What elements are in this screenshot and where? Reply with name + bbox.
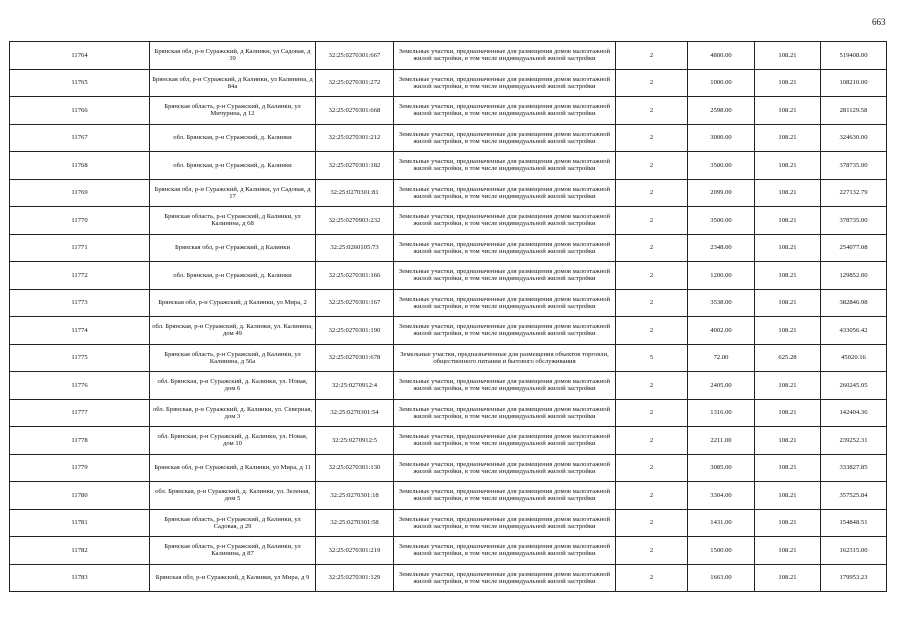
area-cell: 4002.00 (688, 317, 755, 345)
rate-cell: 108.21 (755, 179, 821, 207)
cadastral-value-cell: 154848.51 (821, 509, 887, 537)
area-cell: 1000.00 (688, 69, 755, 97)
rate-cell: 108.21 (755, 124, 821, 152)
area-cell: 72.00 (688, 344, 755, 372)
cadastral-value-cell: 378735.00 (821, 152, 887, 180)
row-number: 11775 (10, 344, 150, 372)
cadastral-value-cell: 382846.98 (821, 289, 887, 317)
table-row (10, 234, 887, 262)
address-cell: обл. Брянская, р-н Суражский, д. Калинки, ул. Новая, дом 6 (150, 372, 316, 400)
area-cell: 3000.00 (688, 124, 755, 152)
row-number: 11772 (10, 262, 150, 290)
table-row (10, 124, 887, 152)
cadastral-number-cell: 32:25:0270912:5 (316, 427, 394, 455)
group-cell: 2 (616, 317, 688, 345)
cadastral-number-cell: 32:25:0270301:668 (316, 97, 394, 125)
address-cell: обл. Брянская, р-н Суражский, д. Калинки, ул. Калинина, дом 49 (150, 317, 316, 345)
rate-cell: 108.21 (755, 454, 821, 482)
group-cell: 2 (616, 509, 688, 537)
rate-cell: 108.21 (755, 317, 821, 345)
rate-cell: 108.21 (755, 42, 821, 70)
row-number: 11765 (10, 69, 150, 97)
cadastral-number-cell: 32:25:0270301:678 (316, 344, 394, 372)
cadastral-value-cell: 142404.36 (821, 399, 887, 427)
land-use-cell: Земельные участки, предназначенные для размещения домов малоэтажной жилой застройки, в том числе индивидуальной жилой застройки (394, 152, 616, 180)
group-cell: 2 (616, 152, 688, 180)
cadastral-number-cell: 32:25:0270903:232 (316, 207, 394, 235)
address-cell: обл. Брянская, р-н Суражский, д. Калинки (150, 124, 316, 152)
address-cell: Брянская область, р-н Суражский, д Калинки, ул Садовая, д 29 (150, 509, 316, 537)
row-number: 11774 (10, 317, 150, 345)
cadastral-number-cell: 32:25:0270301:190 (316, 317, 394, 345)
address-cell: Брянская обл, р-н Суражский, д Калинки, ул Калинина, д 84а (150, 69, 316, 97)
address-cell: Брянская обл, р-н Суражский, д Калинки, ул Мира, д 11 (150, 454, 316, 482)
land-use-cell: Земельные участки, предназначенные для размещения домов малоэтажной жилой застройки, в том числе индивидуальной жилой застройки (394, 124, 616, 152)
cadastral-number-cell: 32:25:0260105:73 (316, 234, 394, 262)
group-cell: 2 (616, 234, 688, 262)
area-cell: 2099.00 (688, 179, 755, 207)
cadastral-value-cell: 433056.42 (821, 317, 887, 345)
address-cell: обл. Брянская, р-н Суражский, д. Калинки (150, 262, 316, 290)
cadastral-number-cell: 32:25:0270301:272 (316, 69, 394, 97)
rate-cell: 108.21 (755, 289, 821, 317)
cadastral-value-cell: 162315.00 (821, 537, 887, 565)
cadastral-number-cell: 32:25:0270301:81 (316, 179, 394, 207)
table-row (10, 97, 887, 125)
cadastral-value-cell: 333827.85 (821, 454, 887, 482)
row-number: 11782 (10, 537, 150, 565)
cadastral-value-cell: 179953.23 (821, 564, 887, 592)
land-use-cell: Земельные участки, предназначенные для размещения домов малоэтажной жилой застройки, в том числе индивидуальной жилой застройки (394, 179, 616, 207)
rate-cell: 108.21 (755, 207, 821, 235)
address-cell: обл. Брянская, р-н Суражский, д. Калинки, ул. Зеленая, дом 5 (150, 482, 316, 510)
land-use-cell: Земельные участки, предназначенные для размещения домов малоэтажной жилой застройки, в том числе индивидуальной жилой застройки (394, 262, 616, 290)
group-cell: 2 (616, 207, 688, 235)
rate-cell: 108.21 (755, 537, 821, 565)
row-number: 11769 (10, 179, 150, 207)
group-cell: 2 (616, 69, 688, 97)
address-cell: Брянская область, р-н Суражский, д Калинки, ул Мичурина, д 12 (150, 97, 316, 125)
rate-cell: 108.21 (755, 262, 821, 290)
land-use-cell: Земельные участки, предназначенные для размещения домов малоэтажной жилой застройки, в том числе индивидуальной жилой застройки (394, 42, 616, 70)
cadastral-value-cell: 281129.58 (821, 97, 887, 125)
rate-cell: 108.21 (755, 509, 821, 537)
area-cell: 2598.00 (688, 97, 755, 125)
group-cell: 2 (616, 454, 688, 482)
group-cell: 2 (616, 97, 688, 125)
table-row (10, 317, 887, 345)
rate-cell: 625.28 (755, 344, 821, 372)
cadastral-value-cell: 260245.05 (821, 372, 887, 400)
rate-cell: 108.21 (755, 564, 821, 592)
land-use-cell: Земельные участки, предназначенные для размещения домов малоэтажной жилой застройки, в том числе индивидуальной жилой застройки (394, 399, 616, 427)
land-use-cell: Земельные участки, предназначенные для размещения домов малоэтажной жилой застройки, в том числе индивидуальной жилой застройки (394, 427, 616, 455)
address-cell: Брянская область, р-н Суражский, д Калинки, ул Калинина, д 56а (150, 344, 316, 372)
row-number: 11773 (10, 289, 150, 317)
address-cell: Брянская обл, р-н Суражский, д Калинки, ул Мира, 2 (150, 289, 316, 317)
address-cell: Брянская обл, р-н Суражский, д Калинки, ул Мира, д 9 (150, 564, 316, 592)
rate-cell: 108.21 (755, 372, 821, 400)
table-row (10, 454, 887, 482)
address-cell: обл. Брянская, р-н Суражский, д. Калинки, ул. Северная, дом 3 (150, 399, 316, 427)
rate-cell: 108.21 (755, 69, 821, 97)
row-number: 11780 (10, 482, 150, 510)
table-row (10, 262, 887, 290)
address-cell: Брянская обл, р-н Суражский, д Калинки, ул Садовая, д 39 (150, 42, 316, 70)
area-cell: 1316.00 (688, 399, 755, 427)
row-number: 11764 (10, 42, 150, 70)
area-cell: 2211.00 (688, 427, 755, 455)
area-cell: 1500.00 (688, 537, 755, 565)
land-use-cell: Земельные участки, предназначенные для размещения домов малоэтажной жилой застройки, в том числе индивидуальной жилой застройки (394, 289, 616, 317)
area-cell: 1663.00 (688, 564, 755, 592)
land-use-cell: Земельные участки, предназначенные для размещения объектов торговли, общественного питания и бытового обслуживания (394, 344, 616, 372)
address-cell: Брянская обл, р-н Суражский, д Калинки, ул Садовая, д 17 (150, 179, 316, 207)
cadastral-number-cell: 32:25:0270301:182 (316, 152, 394, 180)
table-row (10, 399, 887, 427)
address-cell: обл. Брянская, р-н Суражский, д. Калинки, ул. Новая, дом 10 (150, 427, 316, 455)
group-cell: 2 (616, 399, 688, 427)
group-cell: 2 (616, 537, 688, 565)
area-cell: 3500.00 (688, 152, 755, 180)
table-row (10, 152, 887, 180)
group-cell: 2 (616, 262, 688, 290)
cadastral-number-cell: 32:25:0270301:219 (316, 537, 394, 565)
table-row (10, 509, 887, 537)
row-number: 11771 (10, 234, 150, 262)
row-number: 11777 (10, 399, 150, 427)
row-number: 11768 (10, 152, 150, 180)
cadastral-number-cell: 32:25:0270912:4 (316, 372, 394, 400)
cadastral-number-cell: 32:25:0270301:212 (316, 124, 394, 152)
cadastral-value-cell: 45020.16 (821, 344, 887, 372)
group-cell: 2 (616, 564, 688, 592)
group-cell: 2 (616, 124, 688, 152)
address-cell: обл. Брянская, р-н Суражский, д. Калинки (150, 152, 316, 180)
row-number: 11781 (10, 509, 150, 537)
cadastral-value-cell: 357525.84 (821, 482, 887, 510)
land-use-cell: Земельные участки, предназначенные для размещения домов малоэтажной жилой застройки, в том числе индивидуальной жилой застройки (394, 69, 616, 97)
cadastral-value-table (9, 41, 887, 592)
land-use-cell: Земельные участки, предназначенные для размещения домов малоэтажной жилой застройки, в том числе индивидуальной жилой застройки (394, 564, 616, 592)
table-row (10, 69, 887, 97)
table-row (10, 427, 887, 455)
group-cell: 2 (616, 42, 688, 70)
group-cell: 2 (616, 372, 688, 400)
table-row (10, 482, 887, 510)
table-row (10, 42, 887, 70)
land-use-cell: Земельные участки, предназначенные для размещения домов малоэтажной жилой застройки, в том числе индивидуальной жилой застройки (394, 509, 616, 537)
table-row (10, 537, 887, 565)
cadastral-number-cell: 32:25:0270301:130 (316, 454, 394, 482)
land-use-cell: Земельные участки, предназначенные для размещения домов малоэтажной жилой застройки, в том числе индивидуальной жилой застройки (394, 234, 616, 262)
cadastral-value-cell: 254077.08 (821, 234, 887, 262)
table-body (10, 42, 887, 592)
table-row (10, 372, 887, 400)
row-number: 11776 (10, 372, 150, 400)
land-use-cell: Земельные участки, предназначенные для размещения домов малоэтажной жилой застройки, в том числе индивидуальной жилой застройки (394, 537, 616, 565)
row-number: 11783 (10, 564, 150, 592)
group-cell: 2 (616, 289, 688, 317)
cadastral-number-cell: 32:25:0270301:166 (316, 262, 394, 290)
rate-cell: 108.21 (755, 152, 821, 180)
area-cell: 1200.00 (688, 262, 755, 290)
cadastral-number-cell: 32:25:0270301:54 (316, 399, 394, 427)
table-row (10, 289, 887, 317)
cadastral-number-cell: 32:25:0270301:167 (316, 289, 394, 317)
cadastral-value-cell: 129852.00 (821, 262, 887, 290)
cadastral-value-cell: 227132.79 (821, 179, 887, 207)
row-number: 11767 (10, 124, 150, 152)
area-cell: 3500.00 (688, 207, 755, 235)
row-number: 11766 (10, 97, 150, 125)
rate-cell: 108.21 (755, 399, 821, 427)
cadastral-number-cell: 32:25:0270301:18 (316, 482, 394, 510)
group-cell: 5 (616, 344, 688, 372)
cadastral-number-cell: 32:25:0270301:129 (316, 564, 394, 592)
rate-cell: 108.21 (755, 482, 821, 510)
area-cell: 3304.00 (688, 482, 755, 510)
land-use-cell: Земельные участки, предназначенные для размещения домов малоэтажной жилой застройки, в том числе индивидуальной жилой застройки (394, 372, 616, 400)
group-cell: 2 (616, 427, 688, 455)
area-cell: 2405.00 (688, 372, 755, 400)
table-row (10, 179, 887, 207)
row-number: 11770 (10, 207, 150, 235)
table-row (10, 344, 887, 372)
land-use-cell: Земельные участки, предназначенные для размещения домов малоэтажной жилой застройки, в том числе индивидуальной жилой застройки (394, 317, 616, 345)
cadastral-value-cell: 239252.31 (821, 427, 887, 455)
land-use-cell: Земельные участки, предназначенные для размещения домов малоэтажной жилой застройки, в том числе индивидуальной жилой застройки (394, 97, 616, 125)
address-cell: Брянская область, р-н Суражский, д Калинки, ул Калинина, д 68 (150, 207, 316, 235)
land-use-cell: Земельные участки, предназначенные для размещения домов малоэтажной жилой застройки, в том числе индивидуальной жилой застройки (394, 207, 616, 235)
area-cell: 3538.00 (688, 289, 755, 317)
table-row (10, 564, 887, 592)
table-row (10, 207, 887, 235)
row-number: 11778 (10, 427, 150, 455)
address-cell: Брянская область, р-н Суражский, д Калинки, ул Калинина, д 87 (150, 537, 316, 565)
area-cell: 2348.00 (688, 234, 755, 262)
land-use-cell: Земельные участки, предназначенные для размещения домов малоэтажной жилой застройки, в том числе индивидуальной жилой застройки (394, 482, 616, 510)
area-cell: 4800.00 (688, 42, 755, 70)
cadastral-value-cell: 324630.00 (821, 124, 887, 152)
cadastral-number-cell: 32:25:0270301:667 (316, 42, 394, 70)
page-number: 663 (872, 17, 886, 27)
cadastral-value-cell: 519408.00 (821, 42, 887, 70)
address-cell: Брянская обл, р-н Суражский, д Калинки (150, 234, 316, 262)
group-cell: 2 (616, 482, 688, 510)
cadastral-value-cell: 108210.00 (821, 69, 887, 97)
area-cell: 1431.00 (688, 509, 755, 537)
group-cell: 2 (616, 179, 688, 207)
rate-cell: 108.21 (755, 427, 821, 455)
cadastral-number-cell: 32:25:0270301:58 (316, 509, 394, 537)
row-number: 11779 (10, 454, 150, 482)
area-cell: 3085.00 (688, 454, 755, 482)
rate-cell: 108.21 (755, 234, 821, 262)
land-use-cell: Земельные участки, предназначенные для размещения домов малоэтажной жилой застройки, в том числе индивидуальной жилой застройки (394, 454, 616, 482)
cadastral-value-cell: 378735.00 (821, 207, 887, 235)
rate-cell: 108.21 (755, 97, 821, 125)
